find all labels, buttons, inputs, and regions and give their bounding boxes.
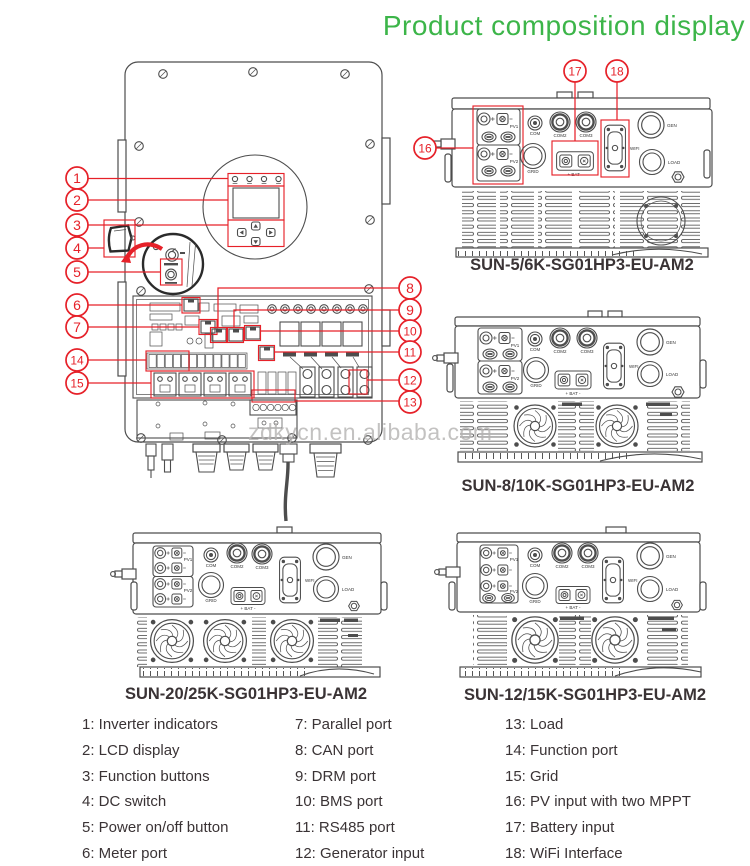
heatsink-fins	[137, 617, 362, 667]
svg-text:18: 18	[610, 64, 624, 79]
svg-text:PV1: PV1	[509, 557, 519, 562]
fan	[596, 405, 638, 447]
callout-16	[414, 137, 436, 159]
svg-text:5: 5	[73, 263, 81, 280]
callout-17	[564, 60, 586, 82]
legend-item: 10: BMS port	[295, 793, 383, 811]
legend	[82, 712, 750, 866]
model-label-sun-8-10k: SUN-8/10K-SG01HP3-EU-AM2	[461, 477, 695, 495]
svg-text:COM2: COM2	[555, 564, 569, 569]
svg-text:17: 17	[568, 64, 582, 79]
svg-text:6: 6	[73, 296, 81, 313]
svg-text:11: 11	[403, 345, 417, 360]
legend-item: 5: Power on/off button	[82, 819, 229, 837]
svg-text:13: 13	[403, 395, 417, 410]
svg-text:14: 14	[70, 353, 84, 368]
callout-1	[66, 167, 88, 189]
svg-text:WIFI: WIFI	[630, 146, 640, 151]
legend-item: 17: Battery input	[505, 819, 615, 837]
callout-14	[66, 349, 88, 371]
svg-text:PV1: PV1	[509, 124, 519, 129]
legend-item: 6: Meter port	[82, 844, 168, 862]
right-mount-rail	[382, 138, 390, 204]
svg-text:WIFI: WIFI	[628, 578, 638, 583]
callout-4	[66, 237, 88, 259]
legend-item: 4: DC switch	[82, 793, 167, 811]
svg-text:LOAD: LOAD	[666, 372, 679, 377]
callout-6	[66, 294, 88, 316]
svg-text:COM2: COM2	[230, 564, 244, 569]
callout-9	[399, 299, 421, 321]
inverter-sun-12-15k-bottom-view	[435, 527, 706, 704]
fan	[592, 617, 638, 663]
svg-text:LOAD: LOAD	[666, 587, 679, 592]
svg-text:+ BAT -: + BAT -	[565, 605, 581, 610]
legend-item: 8: CAN port	[295, 741, 374, 759]
com-port	[204, 548, 218, 562]
svg-text:COM2: COM2	[553, 349, 567, 354]
model-label-sun-20-25k: SUN-20/25K-SG01HP3-EU-AM2	[124, 685, 368, 703]
svg-text:COM: COM	[529, 563, 541, 568]
heatsink-fins	[462, 191, 700, 248]
com-port	[528, 332, 542, 346]
callout-2	[66, 189, 88, 211]
svg-text:COM: COM	[529, 131, 541, 136]
legend-item: 12: Generator input	[295, 844, 425, 862]
fan	[271, 620, 314, 663]
svg-text:7: 7	[73, 318, 81, 335]
svg-text:GEN: GEN	[342, 555, 352, 560]
com-port	[528, 116, 542, 130]
svg-text:PV1: PV1	[510, 343, 520, 348]
svg-text:PV2: PV2	[509, 159, 519, 164]
cable-glands	[146, 444, 341, 521]
callout-13	[399, 391, 421, 413]
fan	[204, 620, 247, 663]
svg-text:+ BAT -: + BAT -	[240, 606, 256, 611]
svg-text:+ BAT -: + BAT -	[565, 391, 581, 396]
model-label-sun-5-6k: SUN-5/6K-SG01HP3-EU-AM2	[470, 256, 694, 274]
svg-text:GRID: GRID	[527, 169, 539, 174]
svg-text:GRID: GRID	[205, 598, 217, 603]
callout-3	[66, 214, 88, 236]
callout-15	[66, 372, 88, 394]
svg-text:8: 8	[406, 279, 414, 296]
svg-text:WIFI: WIFI	[629, 364, 639, 369]
svg-text:COM3: COM3	[579, 133, 593, 138]
svg-text:16: 16	[418, 141, 432, 156]
svg-text:PV2: PV2	[183, 588, 193, 593]
cable	[285, 462, 288, 521]
legend-item: 2: LCD display	[82, 741, 180, 759]
legend-item: 7: Parallel port	[295, 716, 392, 733]
inverter-sun-20-25k-bottom-view	[111, 527, 387, 703]
callout-18	[606, 60, 628, 82]
legend-item: 1: Inverter indicators	[82, 716, 218, 733]
heatsink-fins	[473, 615, 688, 665]
svg-text:GEN: GEN	[666, 554, 676, 559]
main-inverter-front-view	[104, 62, 390, 521]
page-title: Product composition display	[382, 10, 745, 41]
legend-item: 15: Grid	[505, 767, 559, 785]
inverter-sun-8-10k-bottom-view	[433, 311, 706, 495]
svg-text:GEN: GEN	[667, 123, 677, 128]
callout-5	[66, 261, 88, 283]
legend-item: 9: DRM port	[295, 767, 376, 785]
svg-text:+ BAT -: + BAT -	[567, 172, 583, 177]
left-mount-rail	[118, 140, 126, 212]
svg-text:9: 9	[406, 301, 414, 318]
svg-text:COM3: COM3	[580, 349, 594, 354]
svg-text:15: 15	[70, 376, 84, 391]
svg-text:COM3: COM3	[581, 564, 595, 569]
svg-text:12: 12	[403, 373, 417, 388]
legend-item: 13: Load	[505, 716, 564, 733]
model-label-sun-12-15k: SUN-12/15K-SG01HP3-EU-AM2	[463, 686, 707, 704]
svg-text:GRID: GRID	[530, 383, 542, 388]
svg-text:1: 1	[73, 169, 81, 186]
callout-12	[399, 369, 421, 391]
svg-text:10: 10	[403, 324, 417, 339]
svg-text:COM: COM	[529, 347, 541, 352]
svg-text:WIFI: WIFI	[305, 578, 315, 583]
fan	[514, 405, 556, 447]
inverter-sun-5-6k-bottom-view	[430, 92, 712, 274]
svg-text:GEN: GEN	[666, 340, 676, 345]
legend-item: 11: RS485 port	[295, 819, 395, 837]
svg-text:PV1: PV1	[183, 557, 193, 562]
svg-text:COM: COM	[205, 563, 217, 568]
callout-11	[399, 341, 421, 363]
svg-text:4: 4	[73, 239, 81, 256]
com-port	[528, 548, 542, 562]
svg-text:COM2: COM2	[553, 133, 567, 138]
svg-text:LOAD: LOAD	[668, 160, 681, 165]
svg-text:PV2: PV2	[510, 376, 520, 381]
svg-text:PV2: PV2	[509, 589, 519, 594]
callout-8	[399, 277, 421, 299]
legend-item: 18: WiFi Interface	[505, 844, 623, 862]
svg-text:COM3: COM3	[255, 565, 269, 570]
svg-text:LOAD: LOAD	[342, 587, 355, 592]
legend-item: 14: Function port	[505, 741, 618, 759]
callout-10	[399, 320, 421, 342]
svg-text:3: 3	[73, 216, 81, 233]
watermark: zdkycn.en.alibaba.com	[248, 419, 493, 445]
callout-7	[66, 316, 88, 338]
svg-text:GRID: GRID	[529, 599, 541, 604]
legend-item: 16: PV input with two MPPT	[505, 793, 691, 811]
fan	[151, 620, 194, 663]
svg-text:2: 2	[73, 191, 81, 208]
fan	[512, 617, 558, 663]
legend-item: 3: Function buttons	[82, 767, 210, 785]
heatsink-fins	[460, 401, 690, 451]
